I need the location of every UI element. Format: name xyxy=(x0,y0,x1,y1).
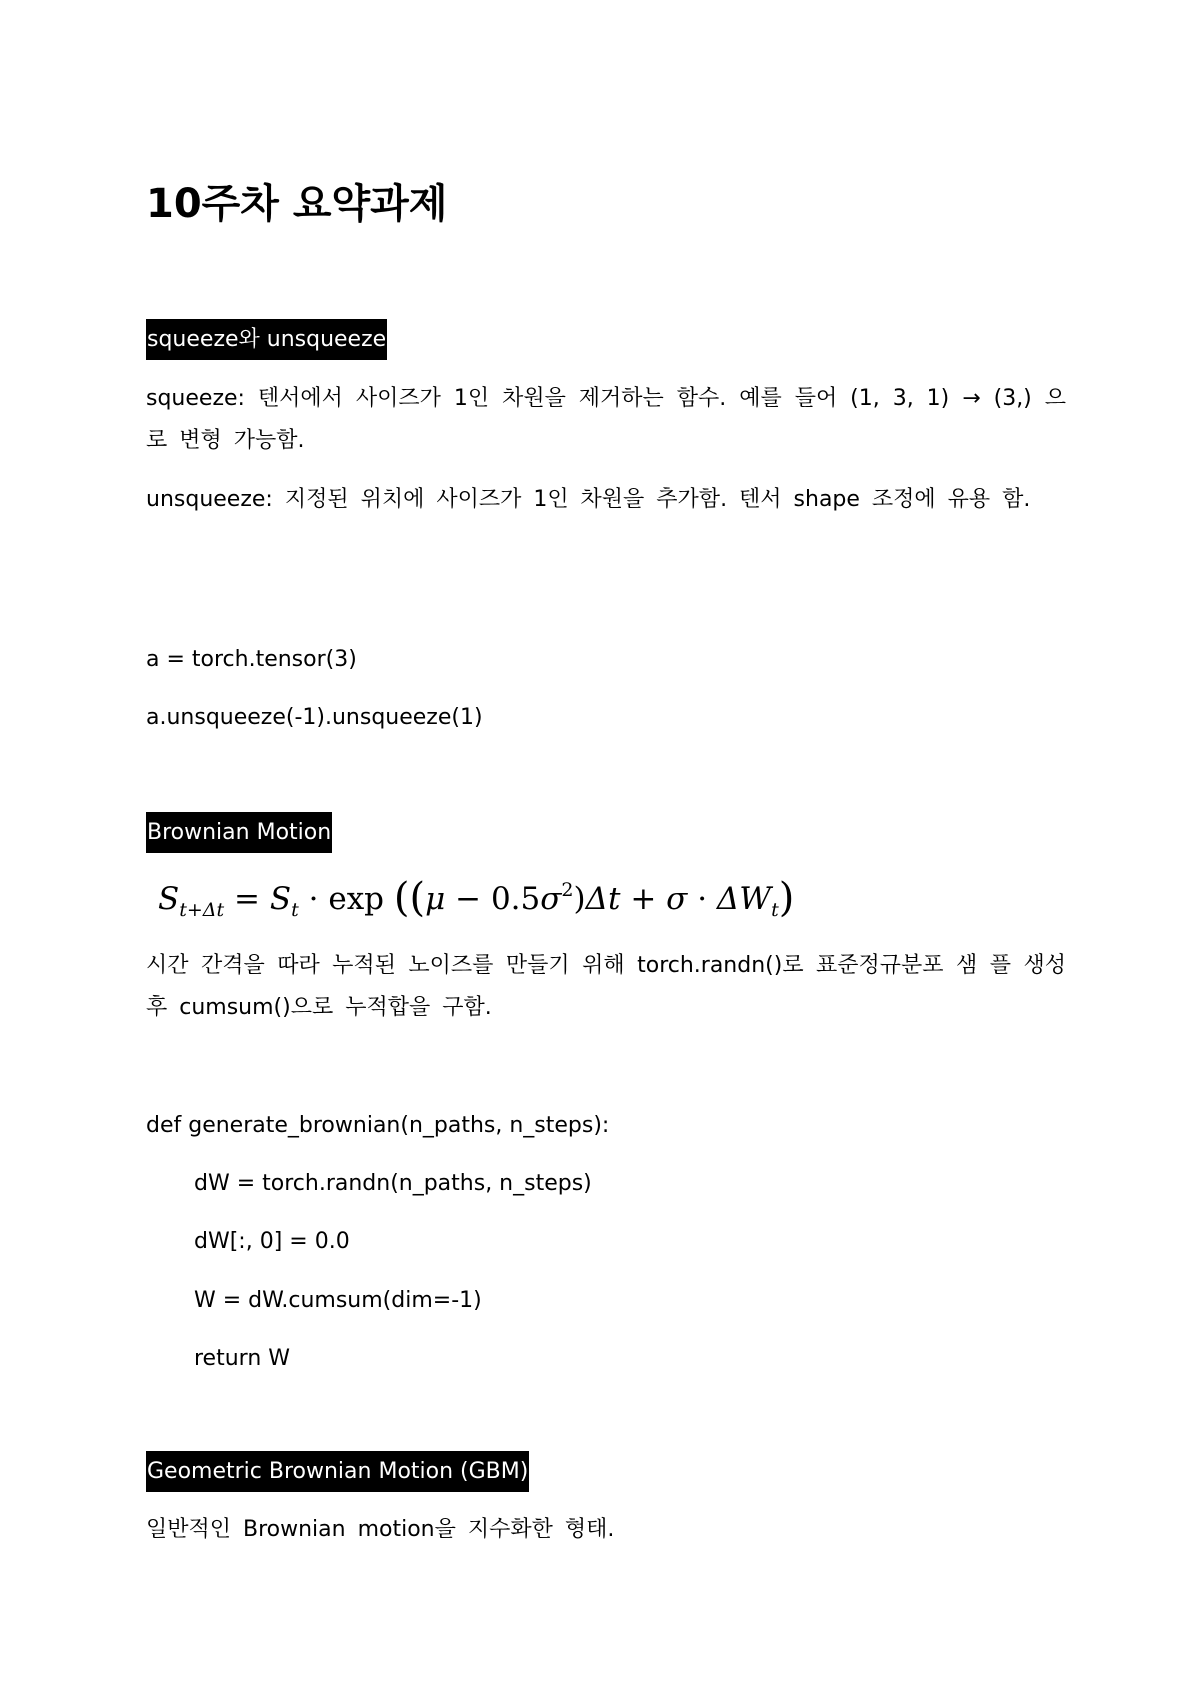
paragraph-gbm: 일반적인 Brownian motion을 지수화한 형태. xyxy=(146,1517,615,1542)
formula-part: μ xyxy=(425,881,446,917)
formula-part: ) xyxy=(778,875,795,921)
code-line: a.unsqueeze(-1).unsqueeze(1) xyxy=(146,705,483,730)
code-line: dW = torch.randn(n_paths, n_steps) xyxy=(194,1171,592,1196)
paragraph-squeeze: squeeze: 텐서에서 사이즈가 1인 차원을 제거하는 함수. 예를 들어 (1, 3, 1) → (3,) 으로 변형 가능함. xyxy=(146,386,1066,453)
formula-part: ΔW xyxy=(716,881,772,917)
formula-part: (( xyxy=(393,875,426,921)
formula-part: Δt xyxy=(585,881,621,917)
formula-part: · xyxy=(687,881,717,917)
paragraph-brownian: 시간 간격을 따라 누적된 노이즈를 만들기 위해 torch.randn()로 표준정규분포 샘 플 생성 후 cumsum()으로 누적합을 구함. xyxy=(146,953,1066,1020)
code-line: def generate_brownian(n_paths, n_steps): xyxy=(146,1113,610,1138)
formula-part: = xyxy=(234,881,261,917)
paragraph-unsqueeze: unsqueeze: 지정된 위치에 사이즈가 1인 차원을 추가함. 텐서 shape 조정에 유용 함. xyxy=(146,487,1031,512)
code-line: return W xyxy=(194,1346,291,1371)
formula-part: 2 xyxy=(561,879,574,901)
page-title: 10주차 요약과제 xyxy=(146,181,448,227)
formula-part: t xyxy=(291,899,299,921)
section-heading-squeeze: squeeze와 unsqueeze xyxy=(146,319,387,360)
formula-part: · xyxy=(308,881,319,917)
formula-part: exp xyxy=(328,881,385,917)
section-heading-brownian: Brownian Motion xyxy=(146,812,332,853)
formula-part: S xyxy=(158,881,180,917)
section-heading-gbm: Geometric Brownian Motion (GBM) xyxy=(146,1451,529,1492)
code-line: dW[:, 0] = 0.0 xyxy=(194,1229,350,1254)
formula-part: t xyxy=(771,899,779,921)
formula-part: ) xyxy=(573,881,586,917)
brownian-formula xyxy=(158,866,794,934)
code-line: a = torch.tensor(3) xyxy=(146,647,357,672)
formula-part: + xyxy=(620,881,667,917)
formula-part: t+Δt xyxy=(179,899,225,921)
code-line: W = dW.cumsum(dim=-1) xyxy=(194,1288,482,1313)
formula-part: σ xyxy=(666,881,688,917)
formula-part: σ xyxy=(540,881,562,917)
formula-part: S xyxy=(269,881,292,917)
formula-part: − 0.5 xyxy=(445,881,541,917)
